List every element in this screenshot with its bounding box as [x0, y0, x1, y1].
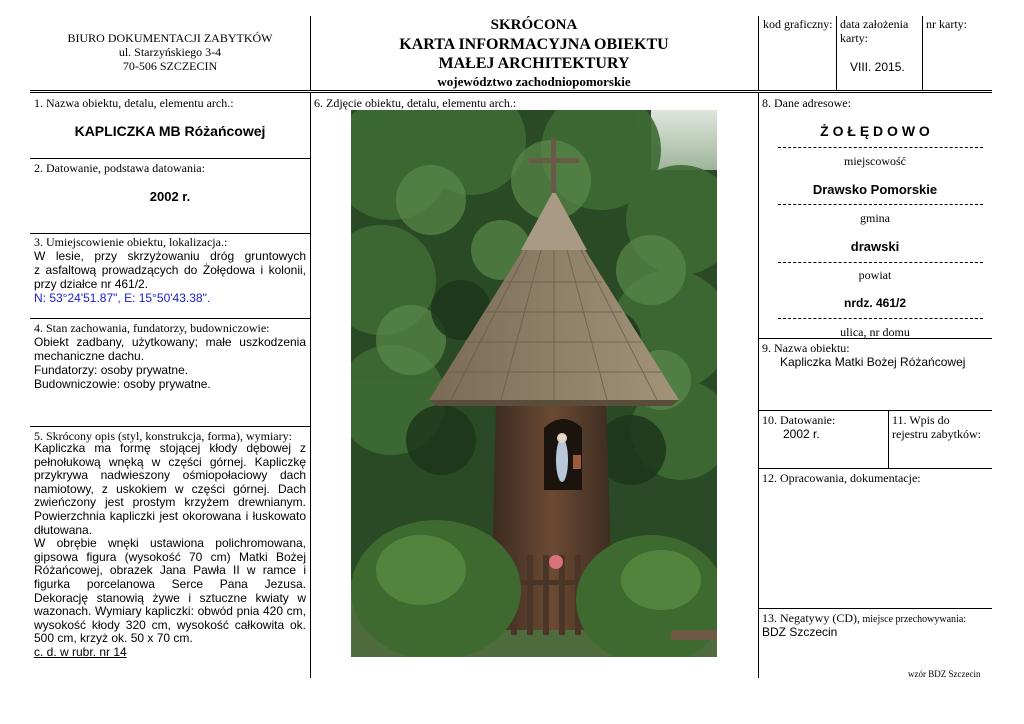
commune-value: Drawsko Pomorskie	[812, 182, 938, 197]
county-value: drawski	[850, 239, 900, 254]
office-address	[30, 31, 310, 73]
dotted-rule	[778, 318, 983, 319]
street-caption: ulica, nr domu	[840, 325, 910, 339]
location-line: W lesie, przy skrzyżowaniu dróg gruntowych	[34, 249, 306, 263]
commune-caption: gmina	[860, 211, 890, 225]
office-name: BIURO DOKUMENTACJI ZABYTKÓW	[67, 31, 273, 45]
county-caption: powiat	[858, 268, 892, 282]
office-street: ul. Starzyńskiego 3-4	[118, 45, 222, 59]
card-title	[310, 16, 758, 90]
office-city: 70-506 SZCZECIN	[122, 59, 218, 73]
condition-line: Obiekt zadbany, użytkowany; małe uszkodzenia	[34, 335, 306, 349]
field-11-label	[892, 413, 990, 441]
divider	[30, 233, 310, 234]
divider	[30, 426, 310, 427]
field-10-label: 10. Datowanie:	[762, 413, 836, 427]
kod-graficzny-label: kod graficzny:	[763, 17, 833, 31]
field-3-label: 3. Umiejscowienie obiektu, lokalizacja.:	[34, 235, 228, 249]
dotted-rule	[778, 204, 983, 205]
data-zalozenia-label: data założenia karty:	[840, 17, 909, 45]
title-line-4: województwo zachodniopomorskie	[437, 74, 631, 89]
field-9-label: 9. Nazwa obiektu:	[762, 341, 850, 355]
divider	[758, 92, 759, 678]
field-8-label: 8. Dane adresowe:	[762, 96, 851, 110]
location-line: przy działce nr 461/2.	[34, 277, 149, 291]
title-line-2: KARTA INFORMACYJNA OBIEKTU	[399, 36, 669, 53]
locality-value: Ż O Ł Ę D O W O	[820, 123, 930, 139]
footer-template-note: wzór BDZ Szczecin	[908, 669, 981, 679]
storage-value: BDZ Szczecin	[762, 625, 838, 639]
founders-line: Fundatorzy: osoby prywatne.	[34, 363, 189, 377]
dotted-rule	[778, 262, 983, 263]
divider	[758, 608, 992, 609]
field-5-label: 5. Skrócony opis (styl, konstrukcja, forma), wymiary:	[34, 429, 292, 443]
header-rule	[30, 90, 992, 93]
condition-text	[34, 335, 306, 391]
divider	[888, 410, 889, 468]
field-13-label-main: 13. Negatywy (CD),	[762, 611, 860, 625]
gps-coordinates: N: 53°24'51.87", E: 15°50'43.38".	[34, 291, 211, 305]
field-1-label: 1. Nazwa obiektu, detalu, elementu arch.:	[34, 96, 234, 110]
title-line-1: SKRÓCONA	[490, 17, 578, 33]
dating-right-value: 2002 r.	[783, 427, 820, 441]
dating-value: 2002 r.	[149, 189, 191, 204]
condition-line: mechaniczne dachu.	[34, 349, 145, 363]
divider	[758, 410, 992, 411]
builders-line: Budowniczowie: osoby prywatne.	[34, 377, 211, 391]
field-13-label-small: miejsce przechowywania:	[859, 614, 967, 625]
divider	[758, 16, 759, 90]
field-11-label-line: 11. Wpis do	[892, 413, 950, 427]
divider	[30, 158, 310, 159]
location-line: z asfaltową prowadzących do Żołędowa i kolonii,	[34, 263, 306, 277]
field-11-label-line: rejestru zabytków:	[892, 427, 981, 441]
divider	[30, 318, 310, 319]
divider	[836, 16, 837, 90]
field-2-label: 2. Datowanie, podstawa datowania:	[34, 161, 205, 175]
divider	[758, 338, 992, 339]
field-4-label: 4. Stan zachowania, fundatorzy, budowniczowie:	[34, 321, 270, 335]
divider	[922, 16, 923, 90]
locality-caption: miejscowość	[844, 154, 906, 168]
divider	[310, 16, 311, 90]
dotted-rule	[778, 147, 983, 148]
field-12-label: 12. Opracowania, dokumentacje:	[762, 471, 921, 485]
field-6-label: 6. Zdjęcie obiektu, detalu, elementu arch.:	[314, 96, 517, 110]
location-text	[34, 249, 306, 305]
object-name-value: KAPLICZKA MB Różańcowej	[74, 123, 266, 139]
description-text	[34, 442, 306, 660]
divider	[758, 468, 992, 469]
data-zalozenia-value: VIII. 2015.	[850, 60, 905, 74]
description-paragraph: Kapliczka ma formę stojącej kłody dębowej z pełnołukową wnęką w części górnej. Kapliczkę przykrywa nadwieszony ośmiopołaciowy dach namiotowy, z uskokiem w części górnej. Dach zwieńczony jest prostym krzyżem drewnianym. Powierzchnia kapliczki jest okorowana i łuskowato dłutowana.	[34, 441, 306, 537]
object-full-name: Kapliczka Matki Bożej Różańcowej	[780, 355, 966, 369]
nr-karty-label: nr karty:	[926, 17, 967, 31]
street-value: nrdz. 461/2	[843, 296, 907, 310]
continuation-link[interactable]: c. d. w rubr. nr 14	[34, 644, 127, 659]
divider	[310, 92, 311, 678]
chapel-photo	[351, 110, 717, 657]
title-line-3: MAŁEJ ARCHITEKTURY	[438, 55, 630, 72]
description-paragraph: W obrębie wnęki ustawiona polichromowana, gipsowa figura (wysokość 70 cm) Matki Bożej Różańcowej, obrazek Jana Pawła II w ramce i figurka porcelanowa Serce Pana Jezusa. Dekorację stanowią żywe i sztuczne kwiaty w wazonach. Wymiary kapliczki: obwód pnia 420 cm, wysokość kłody 320 cm, wysokość całkowita ok. 500 cm, krzyż ok. 50 x 70 cm.	[34, 536, 306, 646]
